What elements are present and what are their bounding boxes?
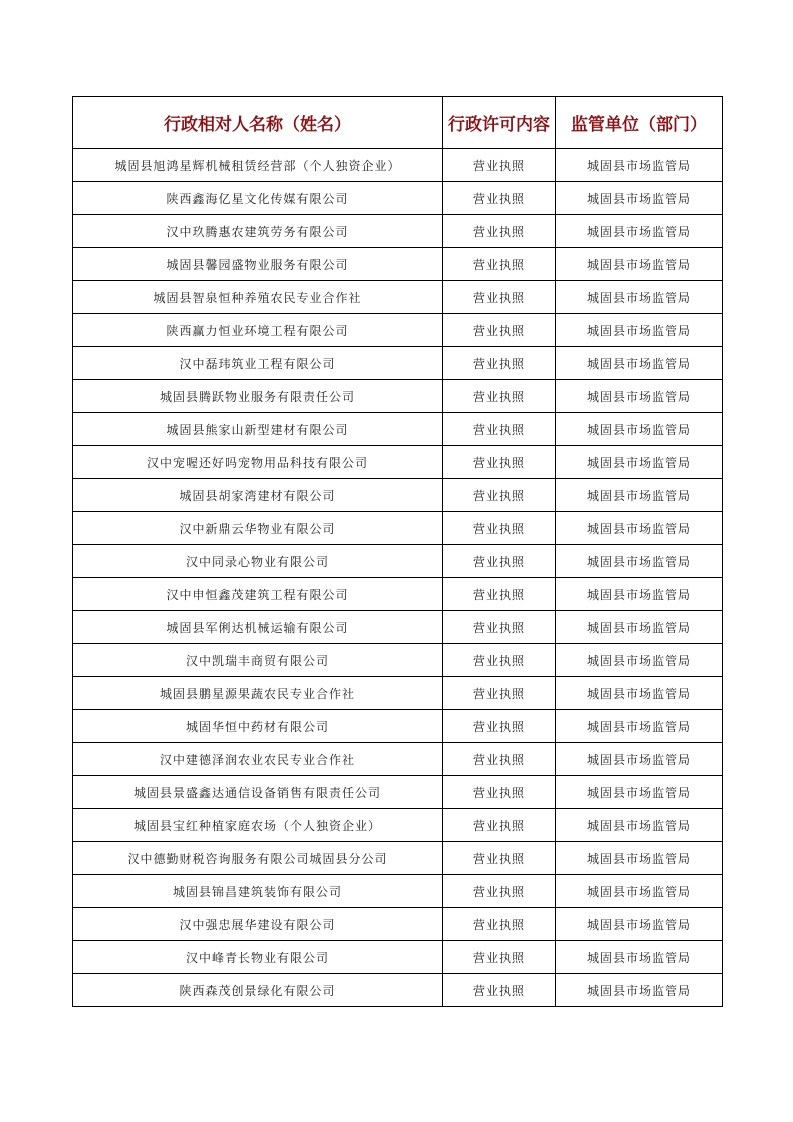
table-row [73,479,723,512]
cell-supervising-unit: 城固县市场监管局 [556,215,723,248]
cell-license-content: 营业执照 [443,215,556,248]
cell-license-content: 营业执照 [443,314,556,347]
cell-supervising-unit: 城固县市场监管局 [556,182,723,215]
cell-applicant-name: 汉中强忠展华建设有限公司 [73,908,443,941]
table-row [73,446,723,479]
cell-license-content: 营业执照 [443,908,556,941]
cell-license-content: 营业执照 [443,182,556,215]
cell-supervising-unit: 城固县市场监管局 [556,809,723,842]
cell-applicant-name: 汉中磊玮筑业工程有限公司 [73,347,443,380]
cell-applicant-name: 城固县腾跃物业服务有限责任公司 [73,380,443,413]
header-license-content: 行政许可内容 [443,97,556,149]
cell-license-content: 营业执照 [443,974,556,1007]
cell-supervising-unit: 城固县市场监管局 [556,974,723,1007]
table-row [73,776,723,809]
cell-supervising-unit: 城固县市场监管局 [556,941,723,974]
cell-supervising-unit: 城固县市场监管局 [556,875,723,908]
cell-supervising-unit: 城固县市场监管局 [556,644,723,677]
cell-applicant-name: 汉中新鼎云华物业有限公司 [73,512,443,545]
cell-license-content: 营业执照 [443,809,556,842]
table-row [73,512,723,545]
cell-applicant-name: 汉中凯瑞丰商贸有限公司 [73,644,443,677]
cell-applicant-name: 汉中宠喔还好吗宠物用品科技有限公司 [73,446,443,479]
table-row [73,248,723,281]
cell-applicant-name: 陕西赢力恒业环境工程有限公司 [73,314,443,347]
cell-license-content: 营业执照 [443,545,556,578]
cell-license-content: 营业执照 [443,710,556,743]
cell-applicant-name: 陕西森茂创景绿化有限公司 [73,974,443,1007]
table-body [73,149,723,1007]
cell-applicant-name: 城固县熊家山新型建材有限公司 [73,413,443,446]
cell-supervising-unit: 城固县市场监管局 [556,611,723,644]
cell-applicant-name: 城固县鹏星源果蔬农民专业合作社 [73,677,443,710]
table-header-row [73,97,723,149]
header-supervising-unit: 监管单位（部门） [556,97,723,149]
cell-applicant-name: 汉中同录心物业有限公司 [73,545,443,578]
cell-applicant-name: 汉中申恒鑫茂建筑工程有限公司 [73,578,443,611]
cell-supervising-unit: 城固县市场监管局 [556,347,723,380]
cell-license-content: 营业执照 [443,248,556,281]
cell-license-content: 营业执照 [443,281,556,314]
table-row [73,182,723,215]
cell-applicant-name: 城固县旭鸿星辉机械租赁经营部（个人独资企业） [73,149,443,182]
table-row [73,809,723,842]
cell-supervising-unit: 城固县市场监管局 [556,413,723,446]
table-row [73,545,723,578]
cell-supervising-unit: 城固县市场监管局 [556,314,723,347]
cell-applicant-name: 城固县智泉恒种养殖农民专业合作社 [73,281,443,314]
cell-license-content: 营业执照 [443,644,556,677]
cell-license-content: 营业执照 [443,347,556,380]
cell-applicant-name: 城固县锦昌建筑装饰有限公司 [73,875,443,908]
cell-applicant-name: 城固县胡家湾建材有限公司 [73,479,443,512]
cell-license-content: 营业执照 [443,149,556,182]
cell-applicant-name: 汉中玖腾惠农建筑劳务有限公司 [73,215,443,248]
table-row [73,380,723,413]
cell-license-content: 营业执照 [443,479,556,512]
cell-license-content: 营业执照 [443,512,556,545]
cell-license-content: 营业执照 [443,446,556,479]
cell-supervising-unit: 城固县市场监管局 [556,677,723,710]
cell-applicant-name: 城固县宝红种植家庭农场（个人独资企业） [73,809,443,842]
cell-license-content: 营业执照 [443,380,556,413]
cell-supervising-unit: 城固县市场监管局 [556,479,723,512]
cell-supervising-unit: 城固县市场监管局 [556,149,723,182]
table-row [73,314,723,347]
cell-license-content: 营业执照 [443,875,556,908]
cell-supervising-unit: 城固县市场监管局 [556,512,723,545]
table-row [73,677,723,710]
cell-license-content: 营业执照 [443,578,556,611]
cell-license-content: 营业执照 [443,611,556,644]
table-row [73,215,723,248]
cell-supervising-unit: 城固县市场监管局 [556,908,723,941]
cell-supervising-unit: 城固县市场监管局 [556,578,723,611]
table-row [73,281,723,314]
cell-license-content: 营业执照 [443,941,556,974]
cell-supervising-unit: 城固县市场监管局 [556,248,723,281]
cell-applicant-name: 城固华恒中药材有限公司 [73,710,443,743]
cell-applicant-name: 城固县馨园盛物业服务有限公司 [73,248,443,281]
license-table [72,96,723,1007]
cell-supervising-unit: 城固县市场监管局 [556,446,723,479]
cell-license-content: 营业执照 [443,743,556,776]
table-row [73,578,723,611]
table-row [73,941,723,974]
table-row [73,611,723,644]
cell-supervising-unit: 城固县市场监管局 [556,545,723,578]
cell-supervising-unit: 城固县市场监管局 [556,380,723,413]
table-row [73,974,723,1007]
cell-license-content: 营业执照 [443,677,556,710]
cell-supervising-unit: 城固县市场监管局 [556,743,723,776]
header-applicant-name: 行政相对人名称（姓名） [73,97,443,149]
cell-supervising-unit: 城固县市场监管局 [556,842,723,875]
table-row [73,149,723,182]
table-row [73,644,723,677]
cell-supervising-unit: 城固县市场监管局 [556,776,723,809]
cell-license-content: 营业执照 [443,776,556,809]
cell-supervising-unit: 城固县市场监管局 [556,710,723,743]
table-row [73,875,723,908]
table-row [73,710,723,743]
cell-applicant-name: 陕西鑫海亿星文化传媒有限公司 [73,182,443,215]
table-row [73,842,723,875]
cell-applicant-name: 汉中德勤财税咨询服务有限公司城固县分公司 [73,842,443,875]
table-row [73,347,723,380]
cell-applicant-name: 汉中建德泽润农业农民专业合作社 [73,743,443,776]
cell-applicant-name: 城固县景盛鑫达通信设备销售有限责任公司 [73,776,443,809]
table-row [73,413,723,446]
cell-applicant-name: 城固县军俐达机械运输有限公司 [73,611,443,644]
table-row [73,908,723,941]
cell-license-content: 营业执照 [443,842,556,875]
cell-license-content: 营业执照 [443,413,556,446]
table-row [73,743,723,776]
cell-applicant-name: 汉中峰青长物业有限公司 [73,941,443,974]
cell-supervising-unit: 城固县市场监管局 [556,281,723,314]
